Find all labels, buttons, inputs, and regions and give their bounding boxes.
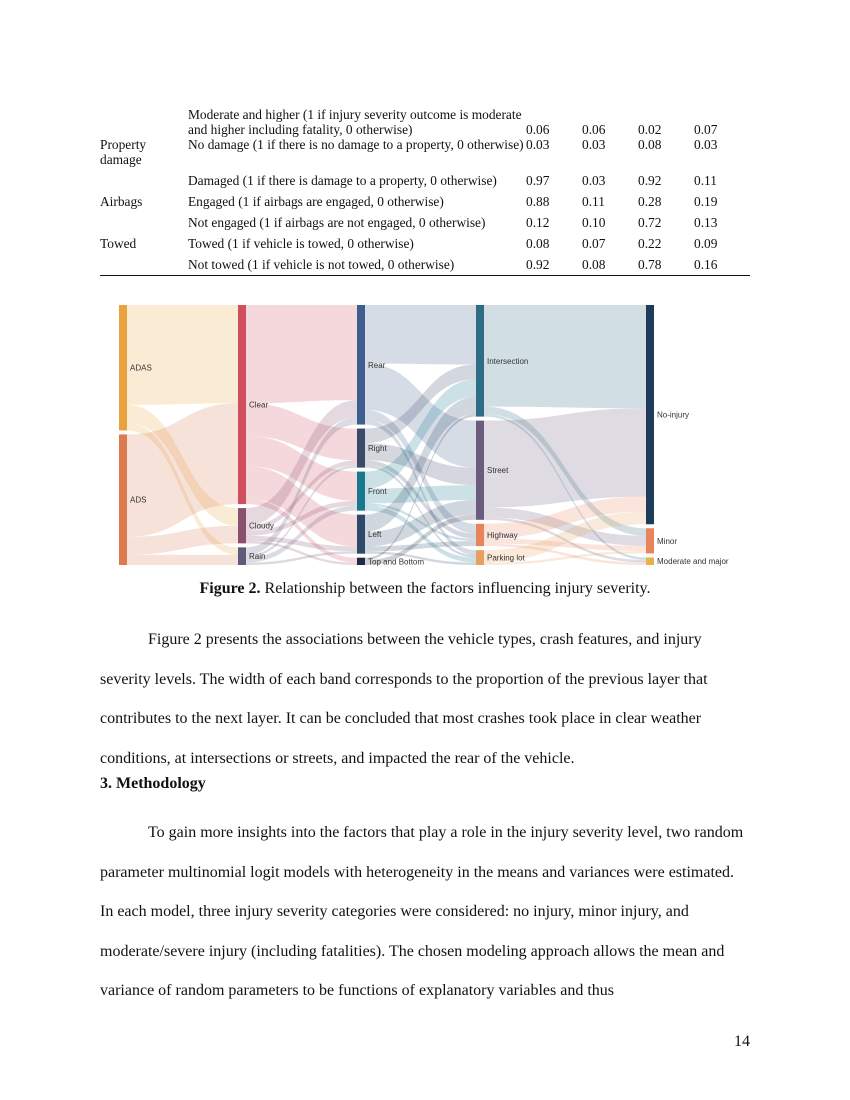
table-row (100, 107, 750, 137)
table-cell-value: 0.12 (526, 215, 550, 230)
table-cell-value: 0.88 (526, 194, 550, 209)
table-cell-value: 0.02 (638, 122, 662, 137)
figure-caption-text: Relationship between the factors influencing injury severity. (260, 580, 651, 597)
table-cell-value: 0.11 (694, 173, 717, 188)
table-cell-value: 0.92 (526, 251, 582, 276)
sankey-node (119, 434, 127, 565)
table-cell-value: 0.07 (582, 236, 606, 251)
sankey-node-label: Moderate and major (657, 557, 729, 567)
table-cell-description: No damage (1 if there is no damage to a property, 0 otherwise) (188, 137, 524, 152)
sankey-node (119, 305, 127, 430)
table-cell-value: 0.03 (582, 173, 606, 188)
sankey-node (476, 421, 484, 520)
table-row (100, 209, 750, 230)
table-cell-value: 0.92 (638, 173, 662, 188)
table-cell-value: 0.22 (638, 236, 662, 251)
sankey-node (476, 305, 484, 417)
body-paragraph: To gain more insights into the factors that play a role in the injury severity level, two random parameter multinomial logit models with heterogeneity in the means and variances were estimated. In each model, three injury severity categories were considered: no injury, minor injury, and moderate/severe injury (including fatalities). The chosen modeling approach allows the mean and variance of random parameters to be functions of explanatory variables and thus (100, 824, 744, 999)
sankey-links (127, 305, 646, 565)
table-cell-category (100, 167, 188, 188)
sankey-node-label: Rain (249, 552, 266, 562)
sankey-node (238, 305, 246, 504)
sankey-node (357, 558, 365, 565)
sankey-node-label: Street (487, 466, 509, 476)
table-cell-description: Moderate and higher (1 if injury severity outcome is moderate and higher including fatality, 0 otherwise) (188, 107, 522, 137)
table-cell-value: 0.06 (582, 122, 606, 137)
table-cell-description: Towed (1 if vehicle is towed, 0 otherwise) (188, 236, 414, 251)
table-row (100, 188, 750, 209)
sankey-node-label: Intersection (487, 356, 529, 366)
table-cell-value: 0.03 (694, 137, 718, 152)
sankey-node (476, 550, 484, 565)
table-row (100, 230, 750, 251)
body-paragraph: Figure 2 presents the associations between the vehicle types, crash features, and injury severity levels. The width of each band corresponds to the proportion of the previous layer that contributes to the next layer. It can be concluded that most crashes took place in clear weather conditions, at intersections or streets, and impacted the rear of the vehicle. (100, 631, 708, 767)
table-cell-category (100, 251, 188, 276)
section-heading: 3. Methodology (100, 775, 206, 792)
sankey-node (238, 547, 246, 565)
sankey-node (357, 472, 365, 511)
sankey-node-label: ADS (130, 495, 147, 505)
table-cell-value: 0.03 (582, 137, 606, 152)
sankey-link (365, 305, 476, 365)
sankey-link (246, 305, 357, 403)
table-row (100, 137, 750, 167)
sankey-node-label: Highway (487, 530, 518, 540)
table-cell-value: 0.19 (694, 194, 718, 209)
table-cell-category (100, 209, 188, 230)
table-cell-value: 0.07 (694, 122, 718, 137)
sankey-node (357, 305, 365, 425)
figure-caption-label: Figure 2. (199, 580, 261, 597)
sankey-node-label: Minor (657, 536, 678, 546)
sankey-node (238, 508, 246, 543)
table-cell-category: Property damage (100, 137, 147, 167)
sankey-link (127, 555, 238, 565)
table-cell-value: 0.10 (582, 215, 606, 230)
sankey-node-label: Right (368, 444, 387, 454)
table-cell-category: Towed (100, 236, 137, 251)
figure-caption (0, 580, 850, 598)
variables-table (100, 107, 750, 276)
sankey-node-label: Left (368, 530, 382, 540)
table-cell-value: 0.16 (694, 251, 750, 276)
sankey-node-label: Clear (249, 400, 269, 410)
table-cell-description: Not towed (1 if vehicle is not towed, 0 otherwise) (188, 251, 526, 276)
table-cell-description: Not engaged (1 if airbags are not engaged, 0 otherwise) (188, 215, 486, 230)
sankey-node (357, 429, 365, 468)
sankey-node-label: Front (368, 487, 387, 497)
sankey-node (357, 515, 365, 554)
table-cell-value: 0.09 (694, 236, 718, 251)
sankey-link (484, 408, 646, 507)
table-cell-description: Engaged (1 if airbags are engaged, 0 otherwise) (188, 194, 444, 209)
table-cell-value: 0.97 (526, 173, 550, 188)
table-cell-category: Airbags (100, 194, 143, 209)
sankey-node-label: No-injury (657, 410, 690, 420)
table-cell-value: 0.08 (526, 236, 550, 251)
table-cell-value: 0.08 (638, 137, 662, 152)
table-row (100, 167, 750, 188)
sankey-diagram (0, 295, 850, 575)
sankey-node (646, 528, 654, 553)
page-number: 14 (734, 1033, 750, 1050)
sankey-node-label: Top and Bottom (368, 557, 425, 567)
sankey-node (646, 305, 654, 524)
table-cell-value: 0.28 (638, 194, 662, 209)
table-row (100, 251, 750, 276)
table-cell-value: 0.06 (526, 122, 550, 137)
table-cell-value: 0.11 (582, 194, 605, 209)
table-cell-description: Damaged (1 if there is damage to a property, 0 otherwise) (188, 173, 497, 188)
sankey-node-label: ADAS (130, 363, 152, 373)
sankey-node (646, 557, 654, 565)
sankey-link (127, 305, 238, 405)
table-cell-value: 0.08 (582, 251, 638, 276)
sankey-node-label: Parking lot (487, 553, 525, 563)
sankey-node-label: Rear (368, 360, 386, 370)
table-cell-value: 0.03 (526, 137, 550, 152)
table-cell-category (100, 107, 188, 137)
table-cell-value: 0.13 (694, 215, 718, 230)
sankey-node-label: Cloudy (249, 521, 274, 531)
table-cell-value: 0.72 (638, 215, 662, 230)
table-cell-value: 0.78 (638, 251, 694, 276)
sankey-node (476, 524, 484, 546)
